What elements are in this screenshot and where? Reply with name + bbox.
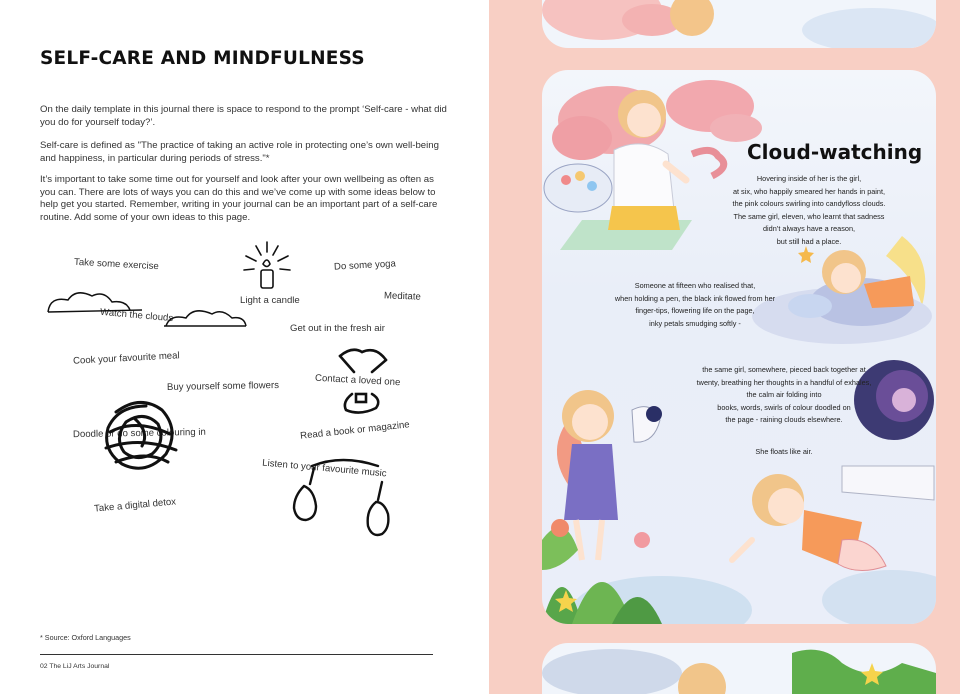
poem-line: when holding a pen, the black ink flowed from her [614,293,776,303]
poem-line: Hovering inside of her is the girl, [756,174,862,183]
idea-clouds: Watch the clouds [99,306,174,325]
footnote: * Source: Oxford Languages [40,633,131,642]
idea-fresh-air: Get out in the fresh air [290,323,385,334]
poem-line: didn’t always have a reason, [762,224,856,234]
poem-stanza-1 [689,173,929,249]
idea-yoga: Do some yoga [333,258,397,273]
page-footer: 02 The LiJ Arts Journal [40,663,110,670]
poem-line: The same girl, eleven, who learnt that sadness [733,211,885,221]
idea-contact: Contact a loved one [314,372,401,389]
idea-doodle: Doodle or do some colouring in [72,426,206,441]
phone-icon [332,342,390,420]
idea-music: Listen to your favourite music [261,457,388,480]
scribble-icon [96,392,184,480]
page-title: SELF-CARE AND MINDFULNESS [40,48,365,69]
illustration-panel-top [542,0,936,48]
poem-line: at six, who happily smeared her hands in paint, [732,186,886,196]
cloud-icon [46,286,248,332]
poem-line: but still had a place. [776,236,842,246]
idea-detox: Take a digital detox [93,496,177,515]
idea-meditate: Meditate [383,290,421,303]
poem-stanza-2 [575,280,815,330]
poem-line: the same girl, somewhere, pieced back together at [702,365,866,374]
idea-flowers: Buy yourself some flowers [166,380,280,393]
poem-line: twenty, breathing her thoughts in a handful of exhales, [696,377,872,387]
poem-line: Someone at fifteen who realised that, [634,281,756,290]
poem-title: Cloud-watching [747,140,923,164]
top-illustration [542,0,936,48]
poem-stanza-3 [659,364,909,427]
footer-divider [40,654,433,655]
idea-meal: Cook your favourite meal [72,350,180,367]
bottom-illustration [542,643,936,694]
idea-exercise: Take some exercise [73,256,160,273]
poem-line: inky petals smudging softly - [649,318,741,328]
headphones-icon [286,452,396,544]
poem-line: finger-tips, flowering life on the page, [635,306,755,316]
idea-read: Read a book or magazine [299,419,411,442]
intro-paragraph-3: It’s important to take some time out for yourself and look after your own wellbeing as often as you can. There are lots of ways you can do this and we’ve come up with some ideas below to help get you started. Remember, writing in your journal can be an important part of a self-care routine. Add some of your own ideas to this page. [40,174,438,223]
poem-line: the pink colours swirling into candyfloss clouds. [732,199,886,209]
poem-line: the page - raining clouds elsewhere. [725,415,843,425]
illustration-panel-bottom [542,643,936,694]
poem-line: She floats like air. [755,447,813,456]
intro-paragraph-2: Self-care is defined as "The practice of taking an active role in protecting one’s own well-being and happiness, in particular during periods of stress."* [40,140,439,164]
poem-line: the calm air folding into [746,390,822,400]
right-page [489,0,960,694]
idea-candle: Light a candle [240,295,300,306]
intro-paragraph-1: On the daily template in this journal there is space to respond to the prompt ‘Self-care - what did you do for yourself today?’. [40,104,447,128]
poem-stanza-4 [709,446,859,459]
poem-line: books, words, swirls of colour doodled on [717,402,851,412]
